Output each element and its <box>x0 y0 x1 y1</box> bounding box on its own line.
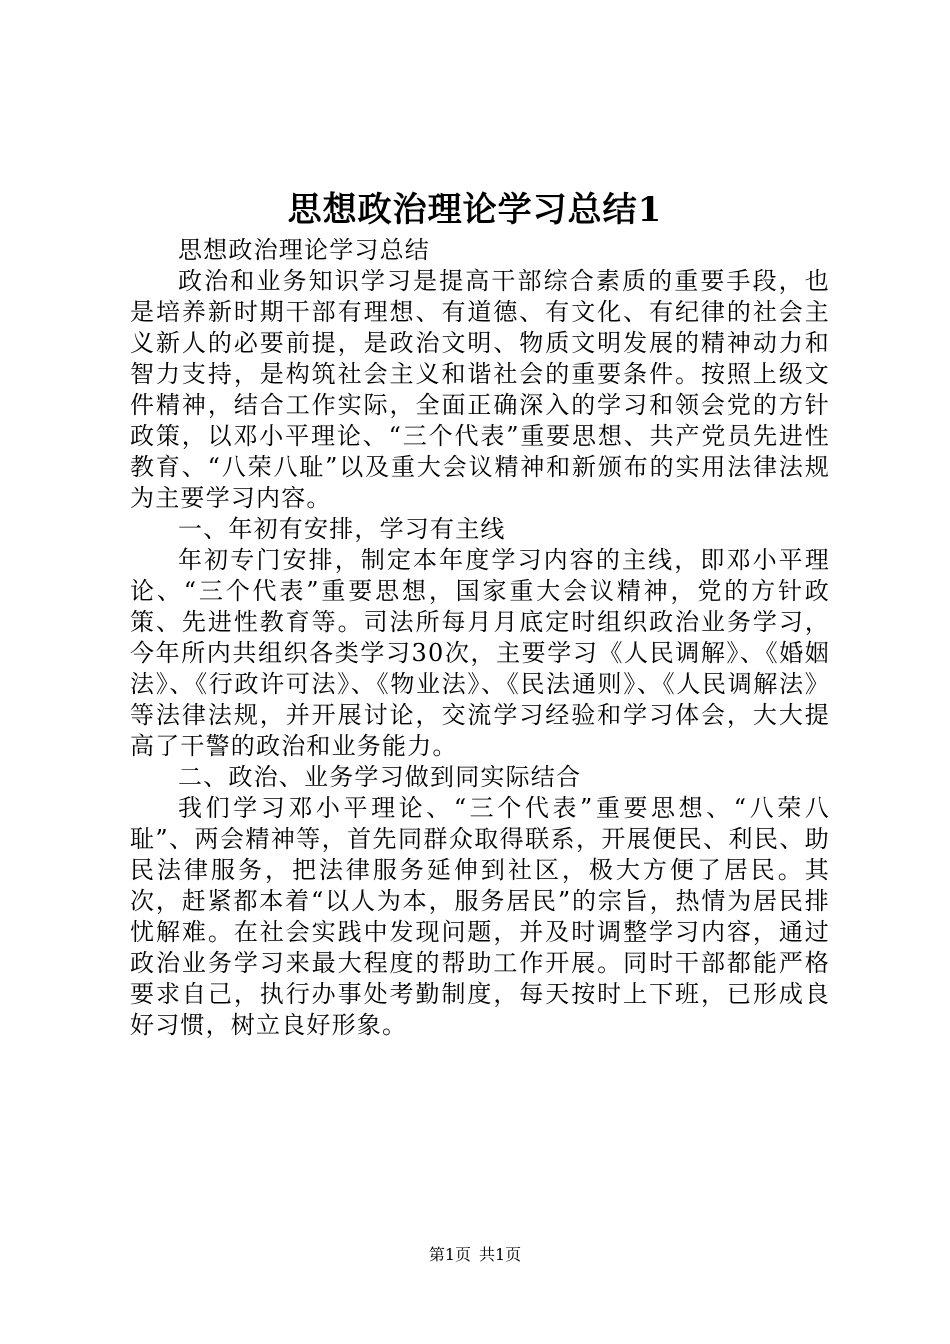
page-total: 共1页 <box>479 1245 522 1264</box>
page-number: 第1页 <box>428 1245 471 1264</box>
section-body-1: 年初专门安排，制定本年度学习内容的主线，即邓小平理论、“三个代表”重要思想，国家重大会议精神，党的方针政策、先进性教育等。司法所每月月底定时组织政治业务学习，今年所内共组织各类学习30次，主要学习《人民调解》、《婚姻法》、《行政许可法》、《物业法》、《民法通则》、《人民调解法》等法律法规，并开展讨论，交流学习经验和学习体会，大大提高了干警的政治和业务能力。 <box>130 546 830 760</box>
section-heading-2: 二、政治、业务学习做到同实际结合 <box>178 763 582 791</box>
section-body-2: 我们学习邓小平理论、“三个代表”重要思想、“八荣八耻”、两会精神等，首先同群众取得联系，开展便民、利民、助民法律服务，把法律服务延伸到社区，极大方便了居民。其次，赶紧都本着“以人为本，服务居民”的宗旨，热情为居民排忧解难。在社会实践中发现问题，并及时调整学习内容，通过政治业务学习来最大程度的帮助工作开展。同时干部都能严格要求自己，执行办事处考勤制度，每天按时上下班，已形成良好习惯，树立良好形象。 <box>130 794 830 1039</box>
document-body <box>130 235 830 1041</box>
page-footer <box>0 1244 950 1266</box>
section-heading-1: 一、年初有安排，学习有主线 <box>178 515 506 543</box>
intro-paragraph: 政治和业务知识学习是提高干部综合素质的重要手段，也是培养新时期干部有理想、有道德、有文化、有纪律的社会主义新人的必要前提，是政治文明、物质文明发展的精神动力和智力支持，是构筑社会主义和谐社会的重要条件。按照上级文件精神，结合工作实际，全面正确深入的学习和领会党的方针政策，以邓小平理论、“三个代表”重要思想、共产党员先进性教育、“八荣八耻”以及重大会议精神和新颁布的实用法律法规为主要学习内容。 <box>130 267 830 512</box>
document-title: 思想政治理论学习总结1 <box>287 190 663 230</box>
subtitle-paragraph: 思想政治理论学习总结 <box>178 236 430 264</box>
